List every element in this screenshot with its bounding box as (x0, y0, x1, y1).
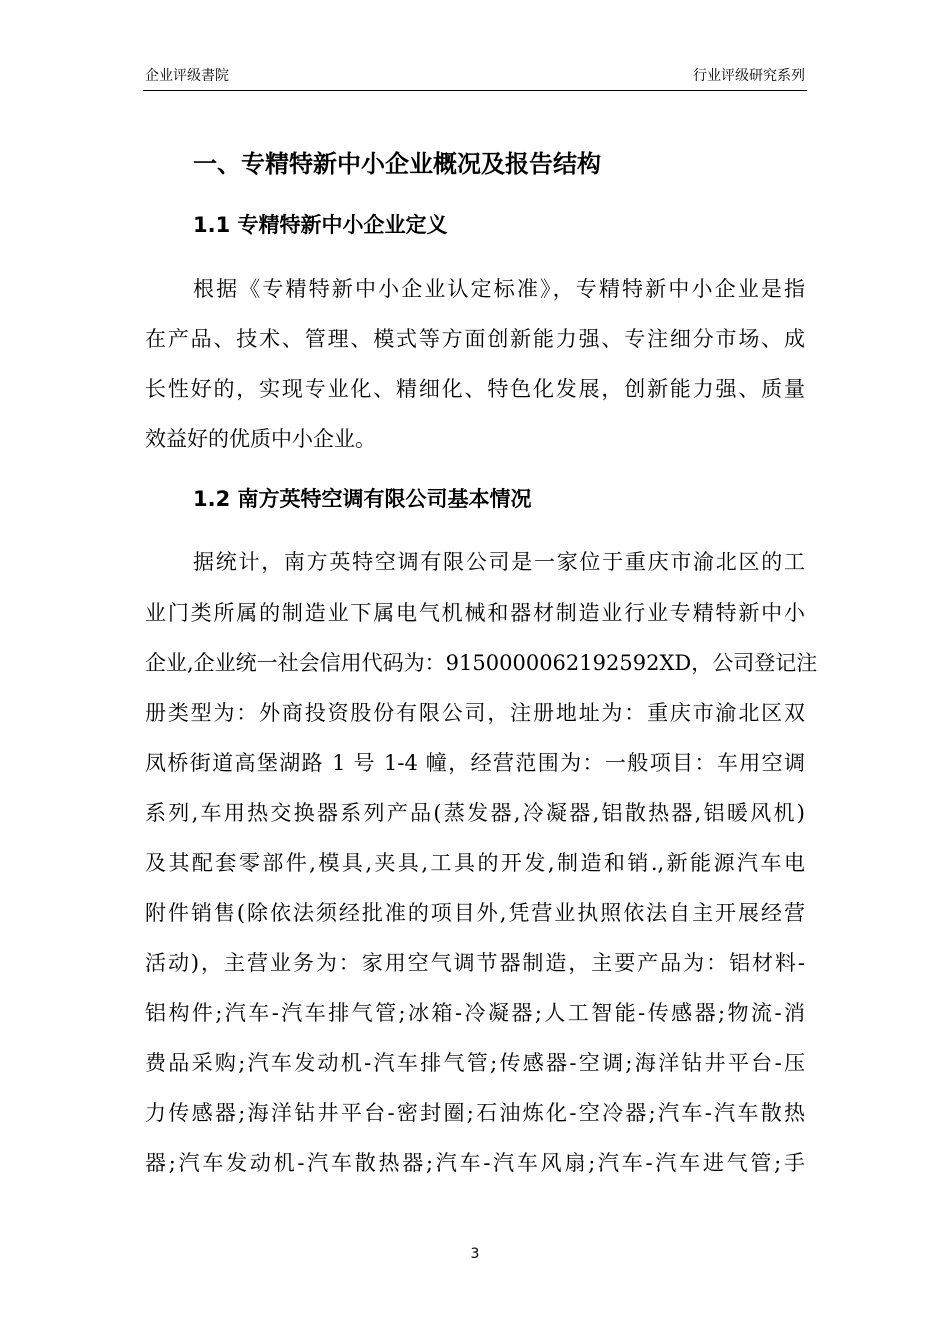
paragraph-line: 业门类所属的制造业下属电气机械和器材制造业行业专精特新中小 (145, 601, 805, 625)
header-divider (143, 90, 807, 91)
section-title: 一、专精特新中小企业概况及报告结构 (193, 150, 601, 178)
paragraph-line: 系列,车用热交换器系列产品(蒸发器,冷凝器,铝散热器,铝暖风机) (145, 801, 805, 825)
paragraph-line: 效益好的优质中小企业。 (145, 427, 376, 451)
paragraph-line: 附件销售(除依法须经批准的项目外,凭营业执照依法自主开展经营 (145, 901, 805, 925)
subsection-title-definition: 1.1 专精特新中小企业定义 (193, 213, 448, 237)
paragraph-line: 及其配套零部件,模具,夹具,工具的开发,制造和销.,新能源汽车电 (145, 851, 805, 875)
paragraph-line: 根据《专精特新中小企业认定标准》，专精特新中小企业是指 (193, 277, 805, 301)
paragraph-line: 册类型为：外商投资股份有限公司，注册地址为：重庆市渝北区双 (145, 701, 805, 725)
paragraph-line: 铝构件;汽车-汽车排气管;冰箱-冷凝器;人工智能-传感器;物流-消 (145, 1001, 805, 1025)
subsection-title-company-basics: 1.2 南方英特空调有限公司基本情况 (193, 487, 532, 511)
paragraph-line: 长性好的，实现专业化、精细化、特色化发展，创新能力强、质量 (145, 377, 805, 401)
header-right-title: 行业评级研究系列 (693, 68, 805, 84)
page-number: 3 (470, 1246, 480, 1262)
paragraph-line: 据统计，南方英特空调有限公司是一家位于重庆市渝北区的工 (193, 550, 805, 574)
paragraph-line: 器;汽车发动机-汽车散热器;汽车-汽车风扇;汽车-汽车进气管;手 (145, 1151, 805, 1175)
paragraph-line: 在产品、技术、管理、模式等方面创新能力强、专注细分市场、成 (145, 327, 805, 351)
header-left-title: 企业评级書院 (145, 68, 229, 84)
paragraph-line: 活动)，主营业务为：家用空气调节器制造，主要产品为：铝材料- (145, 951, 805, 975)
paragraph-line: 力传感器;海洋钻井平台-密封圈;石油炼化-空冷器;汽车-汽车散热 (145, 1101, 805, 1125)
paragraph-line: 费品采购;汽车发动机-汽车排气管;传感器-空调;海洋钻井平台-压 (145, 1051, 805, 1075)
paragraph-line: 企业,企业统一社会信用代码为：9150000062192592XD，公司登记注 (145, 651, 818, 675)
paragraph-line: 凤桥街道高堡湖路 1 号 1-4 幢，经营范围为：一般项目：车用空调 (145, 751, 805, 775)
